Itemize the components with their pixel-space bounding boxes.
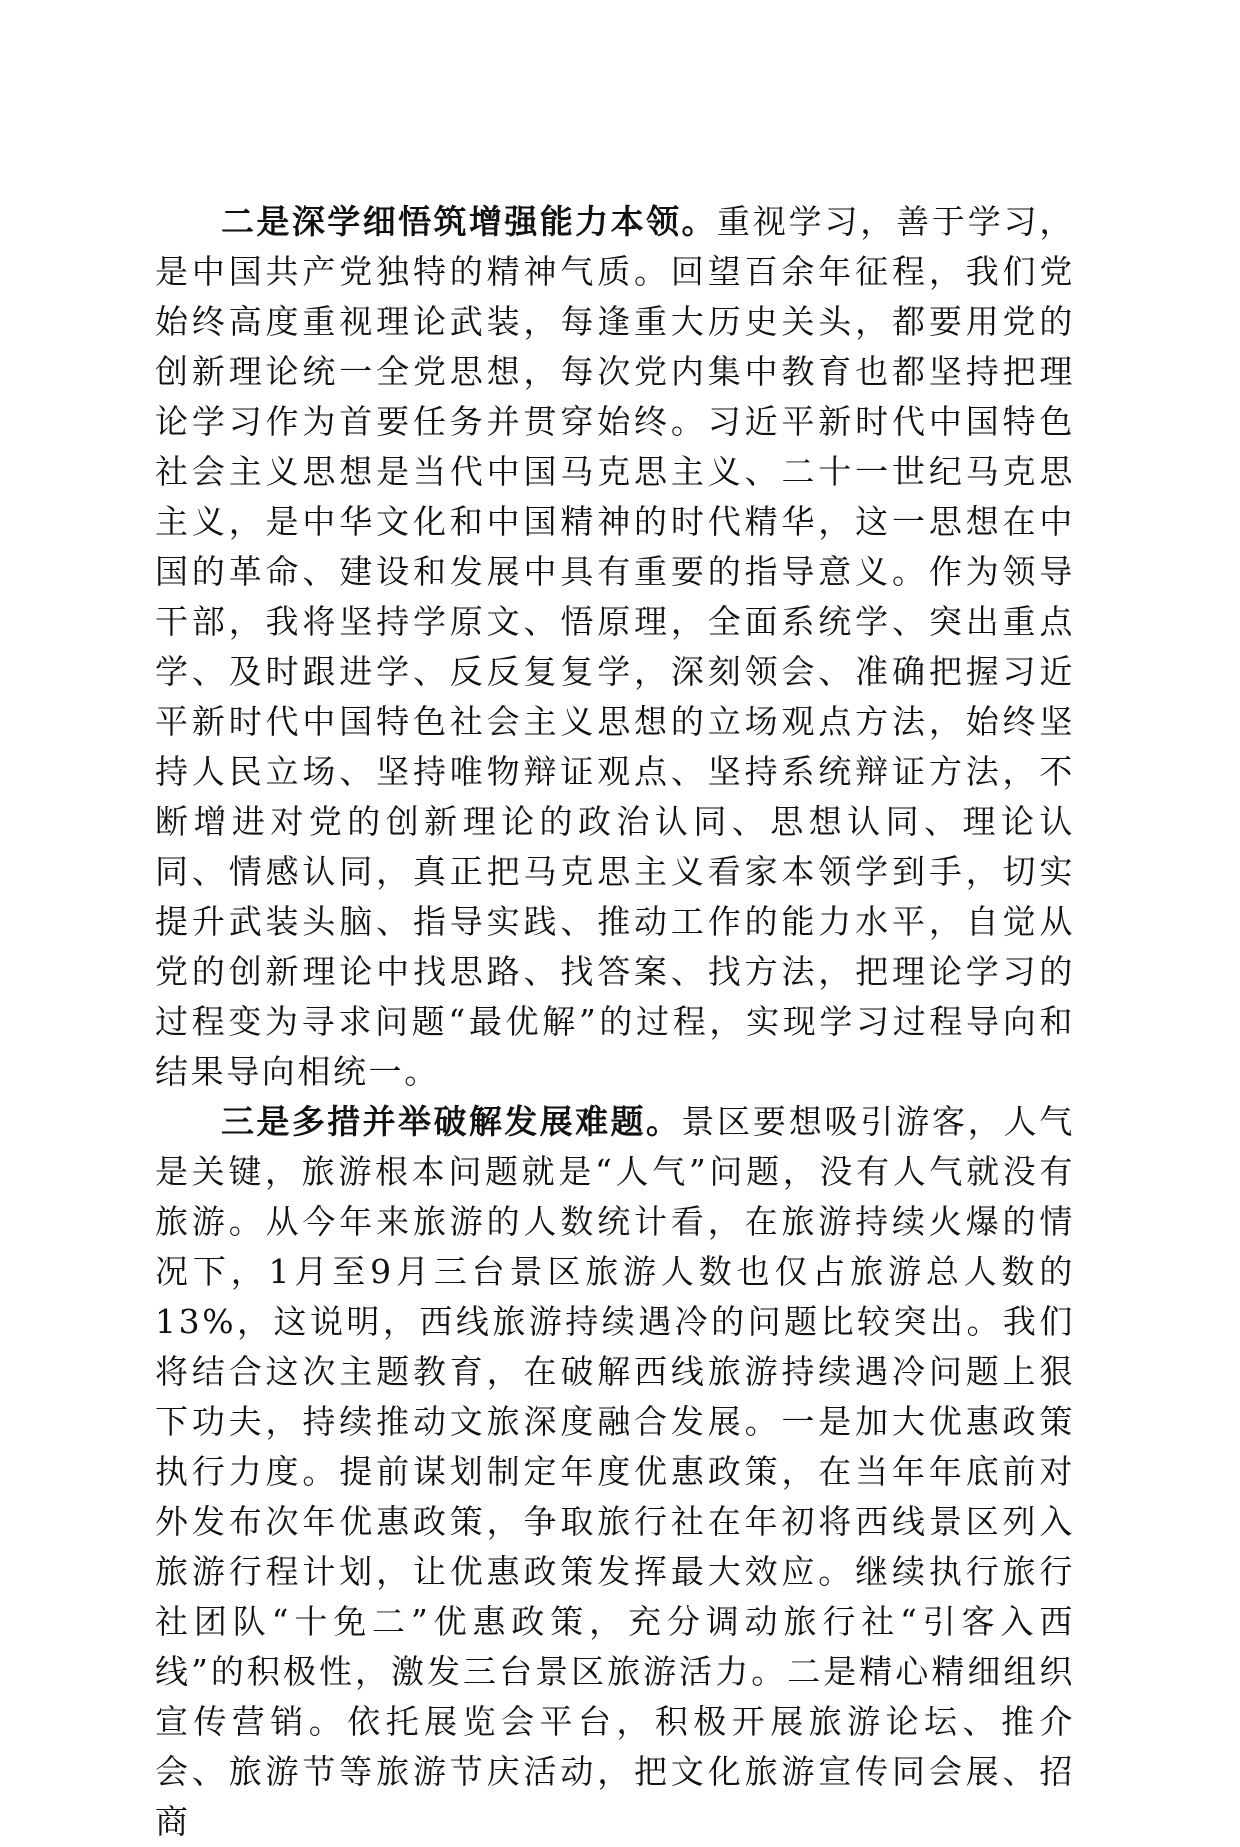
paragraph-lead-heading: 三是多措并举破解发展难题。 <box>221 1102 682 1141</box>
paragraph-lead-heading: 二是深学细悟筑增强能力本领。 <box>221 202 717 241</box>
paragraph-capability <box>155 197 1075 1097</box>
document-body <box>155 197 1075 1847</box>
paragraph-development <box>155 1097 1075 1847</box>
paragraph-text: 重视学习，善于学习，是中国共产党独特的精神气质。回望百余年征程，我们党始终高度重视理论武装，每逢重大历史关头，都要用党的创新理论统一全党思想，每次党内集中教育也都坚持把理论学习作为首要任务并贯穿始终。习近平新时代中国特色社会主义思想是当代中国马克思主义、二十一世纪马克思主义，是中华文化和中国精神的时代精华，这一思想在中国的革命、建设和发展中具有重要的指导意义。作为领导干部，我将坚持学原文、悟原理，全面系统学、突出重点学、及时跟进学、反反复复学，深刻领会、准确把握习近平新时代中国特色社会主义思想的立场观点方法，始终坚持人民立场、坚持唯物辩证观点、坚持系统辩证方法，不断增进对党的创新理论的政治认同、思想认同、理论认同、情感认同，真正把马克思主义看家本领学到手，切实提升武装头脑、指导实践、推动工作的能力水平，自觉从党的创新理论中找思路、找答案、找方法，把理论学习的过程变为寻求问题“最优解”的过程，实现学习过程导向和结果导向相统一。 <box>155 202 1075 1091</box>
paragraph-text: 景区要想吸引游客，人气是关键，旅游根本问题就是“人气”问题，没有人气就没有旅游。从今年来旅游的人数统计看，在旅游持续火爆的情况下，1月至9月三台景区旅游人数也仅占旅游总人数的13%，这说明，西线旅游持续遇冷的问题比较突出。我们将结合这次主题教育，在破解西线旅游持续遇冷问题上狠下功夫，持续推动文旅深度融合发展。一是加大优惠政策执行力度。提前谋划制定年度优惠政策，在当年年底前对外发布次年优惠政策，争取旅行社在年初将西线景区列入旅游行程计划，让优惠政策发挥最大效应。继续执行旅行社团队“十免二”优惠政策，充分调动旅行社“引客入西线”的积极性，激发三台景区旅游活力。二是精心精细组织宣传营销。依托展览会平台，积极开展旅游论坛、推介会、旅游节等旅游节庆活动，把文化旅游宣传同会展、招商 <box>155 1102 1075 1841</box>
